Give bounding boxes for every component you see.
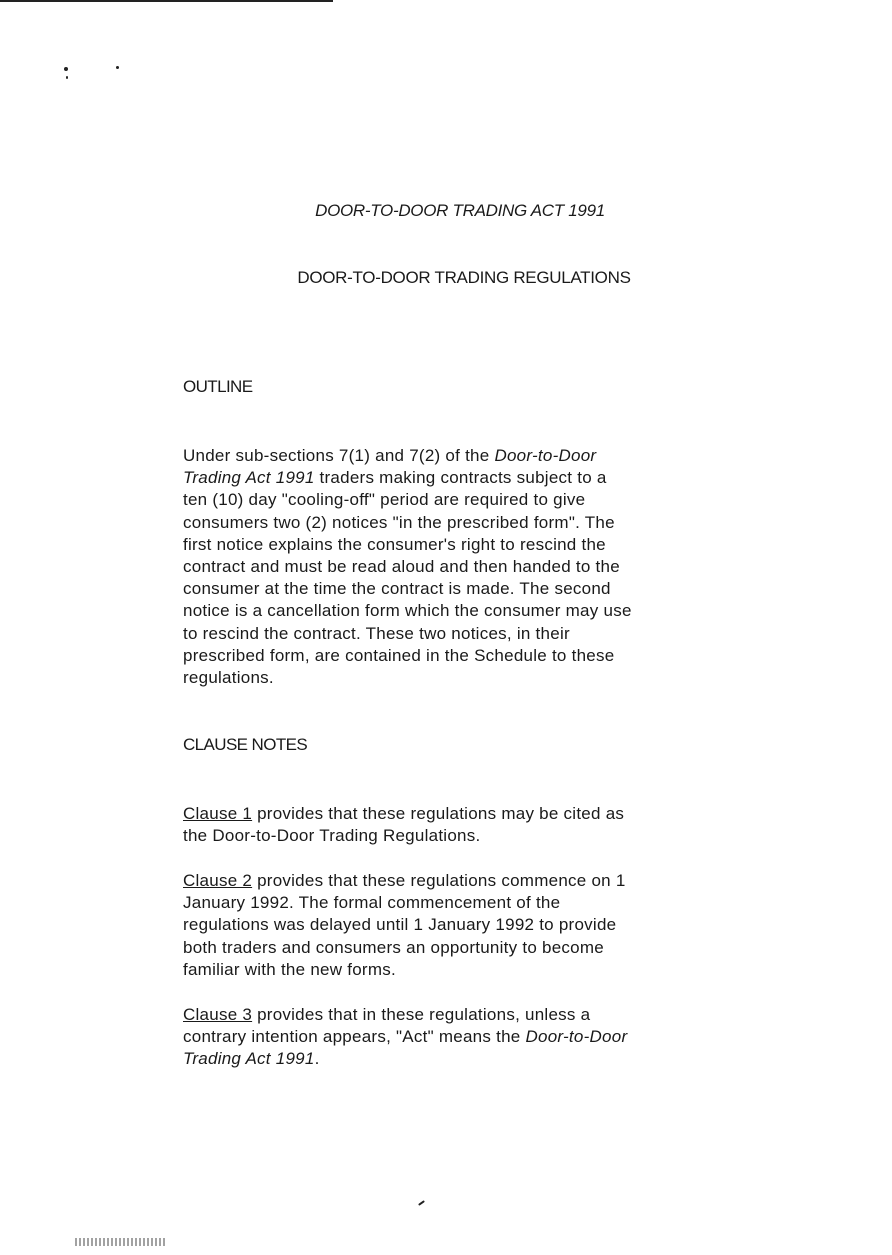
outline-heading: OUTLINE [183, 377, 253, 396]
clause-line: Trading Act 1991. [183, 1049, 320, 1069]
regulations-title: DOOR-TO-DOOR TRADING REGULATIONS [297, 268, 631, 287]
outline-paragraph [183, 445, 735, 689]
clause-line: Clause 1 provides that these regulations may be cited as [183, 804, 625, 823]
outline-line: consumer at the time the contract is made. The second [183, 579, 611, 599]
clause-2-label: Clause 2 [183, 871, 253, 890]
clause-line: the Door-to-Door Trading Regulations. [183, 826, 481, 846]
scan-speck [116, 66, 119, 69]
outline-line: ten (10) day "cooling-off" period are required to give [183, 490, 586, 510]
clause-3-note [183, 1004, 735, 1071]
outline-line: Trading Act 1991 traders making contracts subject to a [183, 468, 607, 488]
clause-1-label: Clause 1 [183, 804, 253, 823]
clause-line: Clause 2 provides that these regulations commence on 1 [183, 871, 626, 890]
clause-1-note [183, 803, 735, 847]
outline-line: prescribed form, are contained in the Schedule to these [183, 645, 615, 665]
outline-line: to rescind the contract. These two notices, in their [183, 623, 570, 643]
clause-line: January 1992. The formal commencement of the [183, 893, 561, 913]
outline-line: first notice explains the consumer's right to rescind the [183, 534, 606, 554]
act-name-italic: Door-to-Door [525, 1027, 628, 1047]
clause-notes-heading: CLAUSE NOTES [183, 735, 308, 754]
top-rule [0, 0, 333, 2]
outline-line: consumers two (2) notices "in the prescribed form". The [183, 512, 615, 532]
scan-noise [75, 1238, 165, 1246]
clause-3-label: Clause 3 [183, 1005, 253, 1024]
outline-line: notice is a cancellation form which the consumer may use [183, 601, 632, 621]
clause-line: contrary intention appears, "Act" means the Door-to-Door [183, 1027, 628, 1047]
clause-line: regulations was delayed until 1 January 1992 to provide [183, 915, 617, 935]
clause-line: Clause 3 provides that in these regulations, unless a [183, 1005, 591, 1024]
scan-speck [64, 67, 68, 71]
act-title: DOOR-TO-DOOR TRADING ACT 1991 [315, 201, 605, 220]
scan-speck [418, 1200, 425, 1206]
outline-line: regulations. [183, 668, 274, 688]
scan-speck [66, 76, 68, 79]
act-name-italic: Door-to-Door [494, 446, 597, 465]
clause-2-note [183, 870, 735, 981]
outline-line: contract and must be read aloud and then handed to the [183, 557, 620, 577]
outline-line: Under sub-sections 7(1) and 7(2) of the Door-to-Door [183, 446, 597, 465]
clause-line: familiar with the new forms. [183, 959, 396, 979]
act-name-italic: Trading Act 1991 [183, 1049, 315, 1069]
act-name-italic: Trading Act 1991 [183, 468, 315, 488]
clause-line: both traders and consumers an opportunity to become [183, 937, 604, 957]
